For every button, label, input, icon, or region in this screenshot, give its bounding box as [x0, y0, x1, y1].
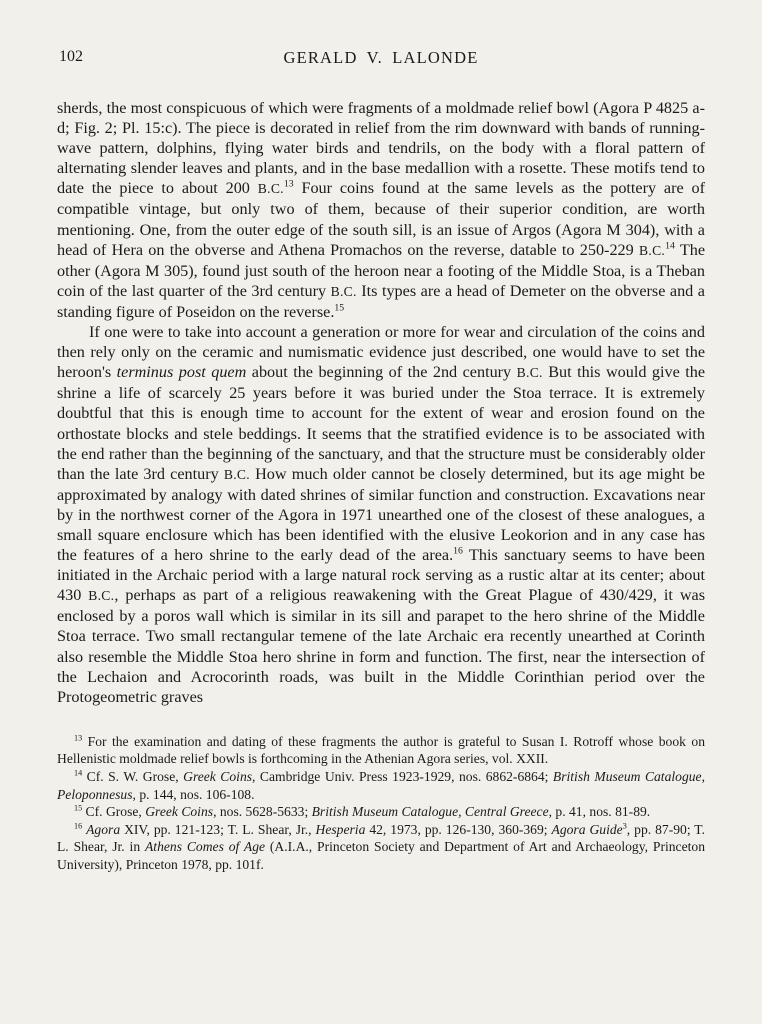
- footnotes-section: [57, 733, 705, 874]
- running-head-title: GERALD V. LALONDE: [283, 48, 479, 67]
- body-text-block: [57, 98, 705, 707]
- footnote: $^{16}$ Agora XIV, pp. 121-123; T. L. Shear, Jr., Hesperia 42, 1973, pp. 126-130, 360-369; Agora Guide$^3$, pp. 87-90; T. L. Shear, Jr. in Athens Comes of Age (A.I.A., Princeton Society and Department of Art and Archaeology, Princeton University), Princeton 1978, pp. 101f.: [57, 821, 706, 872]
- body-paragraph: If one were to take into account a generation or more for wear and circulation of the coins and then rely only on the ceramic and numismatic evidence just described, one would have to set the heroon's terminus post quem about the beginning of the 2nd century B.C. But this would give the shrine a life of scarcely 25 years before it was buried under the Stoa terrace. It is extremely doubtful that this is enough time to account for the extent of wear and erosion found on the orthostate blocks and stele beddings. It seems that the stratified evidence is to be associated with the end rather than the beginning of the sanctuary, and that the structure must be considerably older than the late 3rd century B.C. How much older cannot be closely determined, but its age might be approximated by analogy with dated shrines of similar function and construction. Excavations near by in the northwest corner of the Agora in 1971 unearthed one of the closest of these analogues, a small square enclosure which has been identified with the elusive Leokorion and in any case has the features of a hero shrine to the early dead of the area.$^{16}$ This sanctuary seems to have been initiated in the Archaic period with a large natural rock serving as a rustic altar at its center; about 430 B.C., perhaps as part of a religious reawakening with the Great Plague of 430/429, it was enclosed by a poros wall which is similar in its sill and parapet to the hero shrine of the Middle Stoa terrace. Two small rectangular temene of the late Archaic era recently unearthed at Corinth also resemble the Middle Stoa hero shrine in form and function. The first, near the intersection of the Lechaion and Acrocorinth roads, was built in the Middle Corinthian period over the Protogeometric graves: [57, 323, 706, 706]
- footnote: $^{15}$ Cf. Grose, Greek Coins, nos. 5628-5633; British Museum Catalogue, Central Greece, p. 41, nos. 81-89.: [74, 803, 651, 820]
- page-number: 102: [59, 48, 83, 65]
- running-header: [57, 48, 705, 70]
- footnote: $^{14}$ Cf. S. W. Grose, Greek Coins, Cambridge Univ. Press 1923-1929, nos. 6862-6864; British Museum Catalogue, Peloponnesus, p. 144, nos. 106-108.: [57, 768, 705, 802]
- footnote: $^{13}$ For the examination and dating of these fragments the author is grateful to Susan I. Rotroff whose book on Hellenistic moldmade relief bowls is forthcoming in the Athenian Agora series, vol. XXII.: [57, 733, 705, 767]
- body-paragraph: sherds, the most conspicuous of which were fragments of a moldmade relief bowl (Agora P 4825 a-d; Fig. 2; Pl. 15:c). The piece is decorated in relief from the rim downward with bands of running-wave pattern, dolphins, flying water birds and tendrils, on the body with a floral pattern of alternating slender leaves and plants, and in the base medallion with a rosette. These motifs tend to date the piece to about 200 B.C.$^{13}$ Four coins found at the same levels as the pottery are of compatible vintage, but only two of them, because of their superior condition, are worth mentioning. One, from the outer edge of the south sill, is an issue of Argos (Agora M 304), with a head of Hera on the obverse and Athena Promachos on the reverse, datable to 250-229 B.C.$^{14}$ The other (Agora M 305), found just south of the heroon near a footing of the Middle Stoa, is a Theban coin of the last quarter of the 3rd century B.C. Its types are a head of Demeter on the obverse and a standing figure of Poseidon on the reverse.$^{15}$: [57, 99, 706, 321]
